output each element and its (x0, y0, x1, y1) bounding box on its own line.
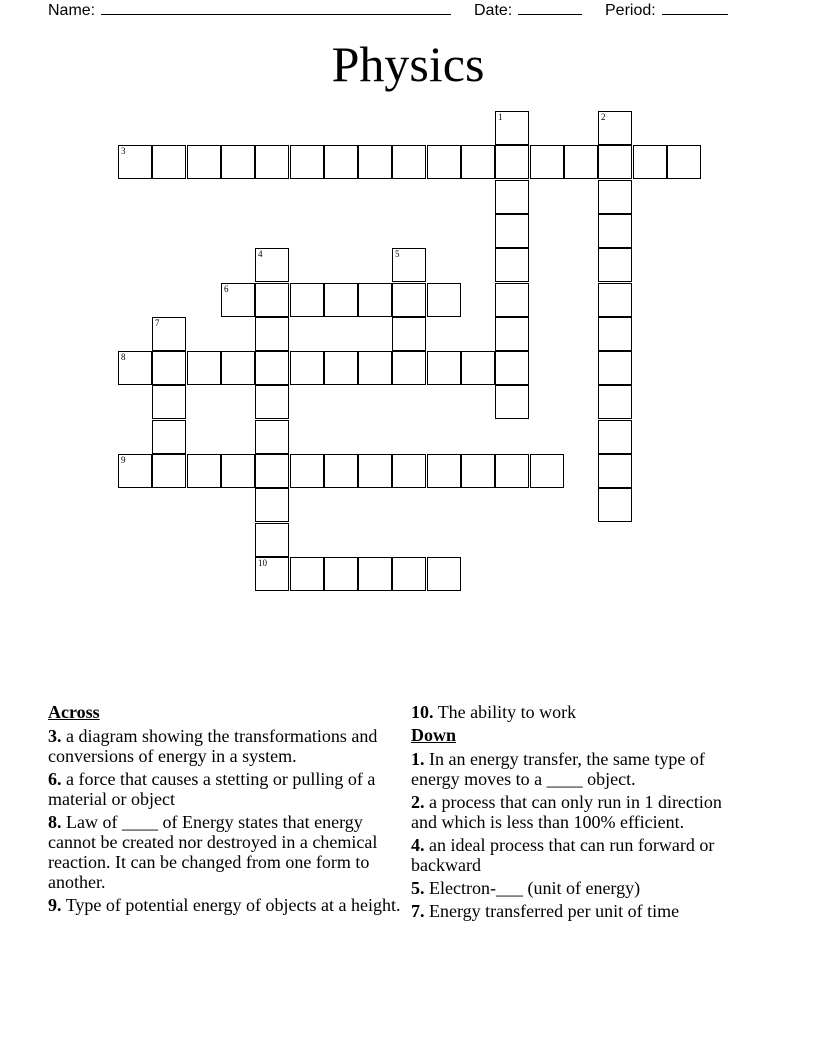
crossword-cell[interactable] (358, 454, 392, 488)
crossword-cell[interactable] (221, 283, 255, 317)
crossword-cell[interactable] (598, 488, 632, 522)
date-label: Date: (474, 2, 513, 19)
crossword-cell[interactable] (255, 420, 289, 454)
clue-number: 3 (121, 146, 126, 156)
crossword-cell[interactable] (427, 283, 461, 317)
crossword-cell[interactable] (392, 145, 426, 179)
crossword-cell[interactable] (495, 180, 529, 214)
crossword-cell[interactable] (255, 317, 289, 351)
crossword-cell[interactable] (290, 454, 324, 488)
crossword-cell[interactable] (255, 523, 289, 557)
crossword-cell[interactable] (358, 351, 392, 385)
crossword-cell[interactable] (598, 385, 632, 419)
down-clues-column (411, 702, 751, 924)
crossword-cell[interactable] (255, 283, 289, 317)
crossword-cell[interactable] (152, 317, 186, 351)
crossword-cell[interactable] (358, 145, 392, 179)
crossword-cell[interactable] (392, 283, 426, 317)
crossword-cell[interactable] (152, 145, 186, 179)
crossword-cell[interactable] (358, 557, 392, 591)
clue-across-10: 10. The ability to work (411, 702, 577, 722)
crossword-cell[interactable] (495, 111, 529, 145)
crossword-cell[interactable] (255, 145, 289, 179)
crossword-cell[interactable] (495, 317, 529, 351)
crossword-cell[interactable] (598, 180, 632, 214)
crossword-cell[interactable] (427, 351, 461, 385)
name-label: Name: (48, 2, 96, 19)
crossword-cell[interactable] (221, 454, 255, 488)
clue-down-1: 1. In an energy transfer, the same type of energy moves to a ____ object. (411, 749, 705, 789)
crossword-cell[interactable] (598, 420, 632, 454)
crossword-cell[interactable] (598, 111, 632, 145)
crossword-cell[interactable] (495, 454, 529, 488)
clue-number: 7 (155, 318, 160, 328)
crossword-cell[interactable] (461, 145, 495, 179)
crossword-cell[interactable] (290, 557, 324, 591)
clue-across-9: 9. Type of potential energy of objects at a height. (48, 895, 401, 915)
crossword-cell[interactable] (598, 214, 632, 248)
crossword-cell[interactable] (495, 248, 529, 282)
across-heading: Across (48, 702, 100, 722)
clue-across-8: 8. Law of ____ of Energy states that energy cannot be created nor destroyed in a chemical reaction. It can be changed from one form to another. (48, 812, 378, 892)
crossword-cell[interactable] (255, 385, 289, 419)
crossword-cell[interactable] (324, 283, 358, 317)
crossword-cell[interactable] (495, 283, 529, 317)
down-heading: Down (411, 725, 457, 745)
crossword-cell[interactable] (152, 420, 186, 454)
crossword-cell[interactable] (255, 454, 289, 488)
crossword-cell[interactable] (118, 351, 152, 385)
crossword-cell[interactable] (598, 317, 632, 351)
crossword-cell[interactable] (598, 351, 632, 385)
crossword-cell[interactable] (427, 454, 461, 488)
crossword-cell[interactable] (392, 454, 426, 488)
crossword-cell[interactable] (495, 351, 529, 385)
crossword-cell[interactable] (495, 145, 529, 179)
crossword-cell[interactable] (152, 385, 186, 419)
clue-across-3: 3. a diagram showing the transformations and conversions of energy in a system. (48, 726, 378, 766)
crossword-cell[interactable] (324, 145, 358, 179)
crossword-cell[interactable] (118, 145, 152, 179)
crossword-cell[interactable] (290, 145, 324, 179)
crossword-cell[interactable] (667, 145, 701, 179)
clue-number: 6 (224, 284, 229, 294)
period-label: Period: (605, 2, 656, 19)
clue-number: 4 (258, 249, 263, 259)
crossword-cell[interactable] (187, 454, 221, 488)
crossword-cell[interactable] (290, 283, 324, 317)
crossword-cell[interactable] (324, 351, 358, 385)
crossword-cell[interactable] (598, 248, 632, 282)
crossword-cell[interactable] (598, 454, 632, 488)
crossword-cell[interactable] (495, 214, 529, 248)
crossword-cell[interactable] (255, 557, 289, 591)
crossword-cell[interactable] (221, 145, 255, 179)
crossword-cell[interactable] (564, 145, 598, 179)
crossword-cell[interactable] (221, 351, 255, 385)
crossword-cell[interactable] (598, 145, 632, 179)
crossword-cell[interactable] (392, 351, 426, 385)
across-clues-column (48, 702, 402, 918)
clue-number: 9 (121, 455, 126, 465)
crossword-cell[interactable] (187, 351, 221, 385)
page-title: Physics (331, 36, 485, 92)
clue-number: 2 (601, 112, 606, 122)
crossword-cell[interactable] (598, 283, 632, 317)
crossword-cell[interactable] (461, 454, 495, 488)
clue-across-6: 6. a force that causes a stetting or pulling of a material or object (48, 769, 376, 809)
crossword-cell[interactable] (633, 145, 667, 179)
crossword-cell[interactable] (392, 557, 426, 591)
clue-down-4: 4. an ideal process that can run forward or backward (411, 835, 715, 875)
crossword-cell[interactable] (530, 145, 564, 179)
clue-down-2: 2. a process that can only run in 1 direction and which is less than 100% efficient. (411, 792, 722, 832)
crossword-cell[interactable] (290, 351, 324, 385)
crossword-cell[interactable] (495, 385, 529, 419)
clue-number: 8 (121, 352, 126, 362)
crossword-cell[interactable] (255, 351, 289, 385)
crossword-cell[interactable] (152, 454, 186, 488)
crossword-cell[interactable] (255, 248, 289, 282)
crossword-cell[interactable] (324, 557, 358, 591)
crossword-cell[interactable] (118, 454, 152, 488)
clue-down-7: 7. Energy transferred per unit of time (411, 901, 680, 921)
clue-number: 1 (498, 112, 503, 122)
crossword-cell[interactable] (324, 454, 358, 488)
crossword-cell[interactable] (392, 248, 426, 282)
clue-number: 5 (395, 249, 400, 259)
crossword-cell[interactable] (427, 145, 461, 179)
crossword-cell[interactable] (392, 317, 426, 351)
clue-down-5: 5. Electron-___ (unit of energy) (411, 878, 641, 898)
crossword-cell[interactable] (255, 488, 289, 522)
crossword-cell[interactable] (530, 454, 564, 488)
crossword-cell[interactable] (461, 351, 495, 385)
crossword-cell[interactable] (187, 145, 221, 179)
crossword-cell[interactable] (152, 351, 186, 385)
crossword-cell[interactable] (427, 557, 461, 591)
crossword-cell[interactable] (358, 283, 392, 317)
clue-number: 10 (258, 558, 267, 568)
